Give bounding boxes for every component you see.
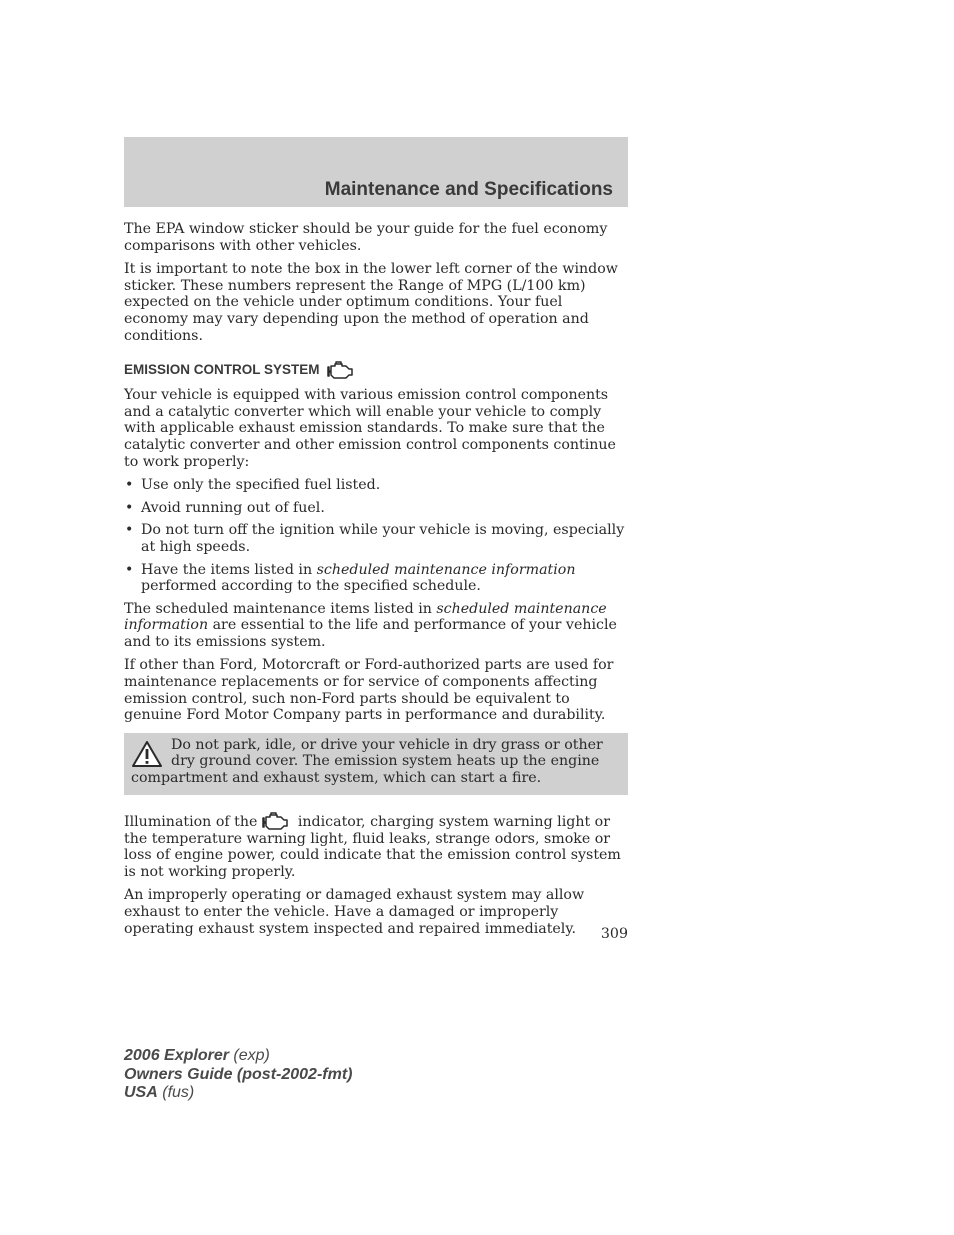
bullet: • [125,499,134,516]
footer-line-2: Owners Guide (post-2002-fmt) [124,1065,353,1083]
list-item: • Use only the specified fuel listed. [125,477,381,494]
list-item: • Have the items listed in scheduled maintenance information performed according to the specified schedule. [125,561,576,595]
engine-icon [260,811,290,831]
header-bar [124,137,628,207]
list-item: • Avoid running out of fuel. [125,499,325,516]
footer [124,1047,352,1103]
section-paragraph-2: The scheduled maintenance items listed in scheduled maintenance information are essential to the life and performance of your vehicle and to its emissions system. [124,600,617,650]
bullet: • [125,522,134,539]
maintenance-list [124,477,628,595]
warning-icon [131,740,163,768]
section-paragraph-1: Your vehicle is equipped with various emission control components and a catalytic converter which will enable your vehicle to comply with applicable exhaust emission standards. To make sure that the catalytic converter and other emission control components continue to work properly: [124,387,616,470]
intro-paragraph-1: The EPA window sticker should be your guide for the fuel economy comparisons with other vehicles. [124,221,608,254]
section-title: EMISSION CONTROL SYSTEM [124,361,320,377]
section-paragraph-3: If other than Ford, Motorcraft or Ford-authorized parts are used for maintenance replacements or for service of components affecting emission control, such non-Ford parts should be equivalent to genuine Ford Motor Company parts in performance and durability. [124,657,614,724]
intro-paragraph-2: It is important to note the box in the lower left corner of the window sticker. These numbers represent the Range of MPG (L/100 km) expected on the vehicle under optimum conditions. Your fuel economy may vary depending upon the method of operation and conditions. [124,261,618,344]
warning-text: Do not park, idle, or drive your vehicle in dry grass or other dry ground cover. The emission system heats up the engine compartment and exhaust system, which can start a fire. [131,736,603,787]
footer-line-1: 2006 Explorer (exp) [124,1047,270,1064]
section-paragraph-5: An improperly operating or damaged exhaust system may allow exhaust to enter the vehicle. Have a damaged or improperly operating exhaust system inspected and repaired immediately. [124,887,585,937]
section-paragraph-4: Illumination of the indicator, charging system warning light or the temperature warning light, fluid leaks, strange odors, smoke or loss of engine power, could indicate that the emission control system is not working properly. [124,811,628,881]
content [124,221,628,944]
section-heading [124,360,628,380]
warning-box [124,733,628,795]
bullet: • [125,561,134,578]
bullet: • [125,477,134,494]
list-item: • Do not turn off the ignition while your vehicle is moving, especially at high speeds. [125,522,625,555]
engine-icon [325,360,355,380]
footer-line-3: USA (fus) [124,1084,195,1101]
page-number: 309 [600,926,628,942]
page-title: Maintenance and Specifications [324,179,613,200]
